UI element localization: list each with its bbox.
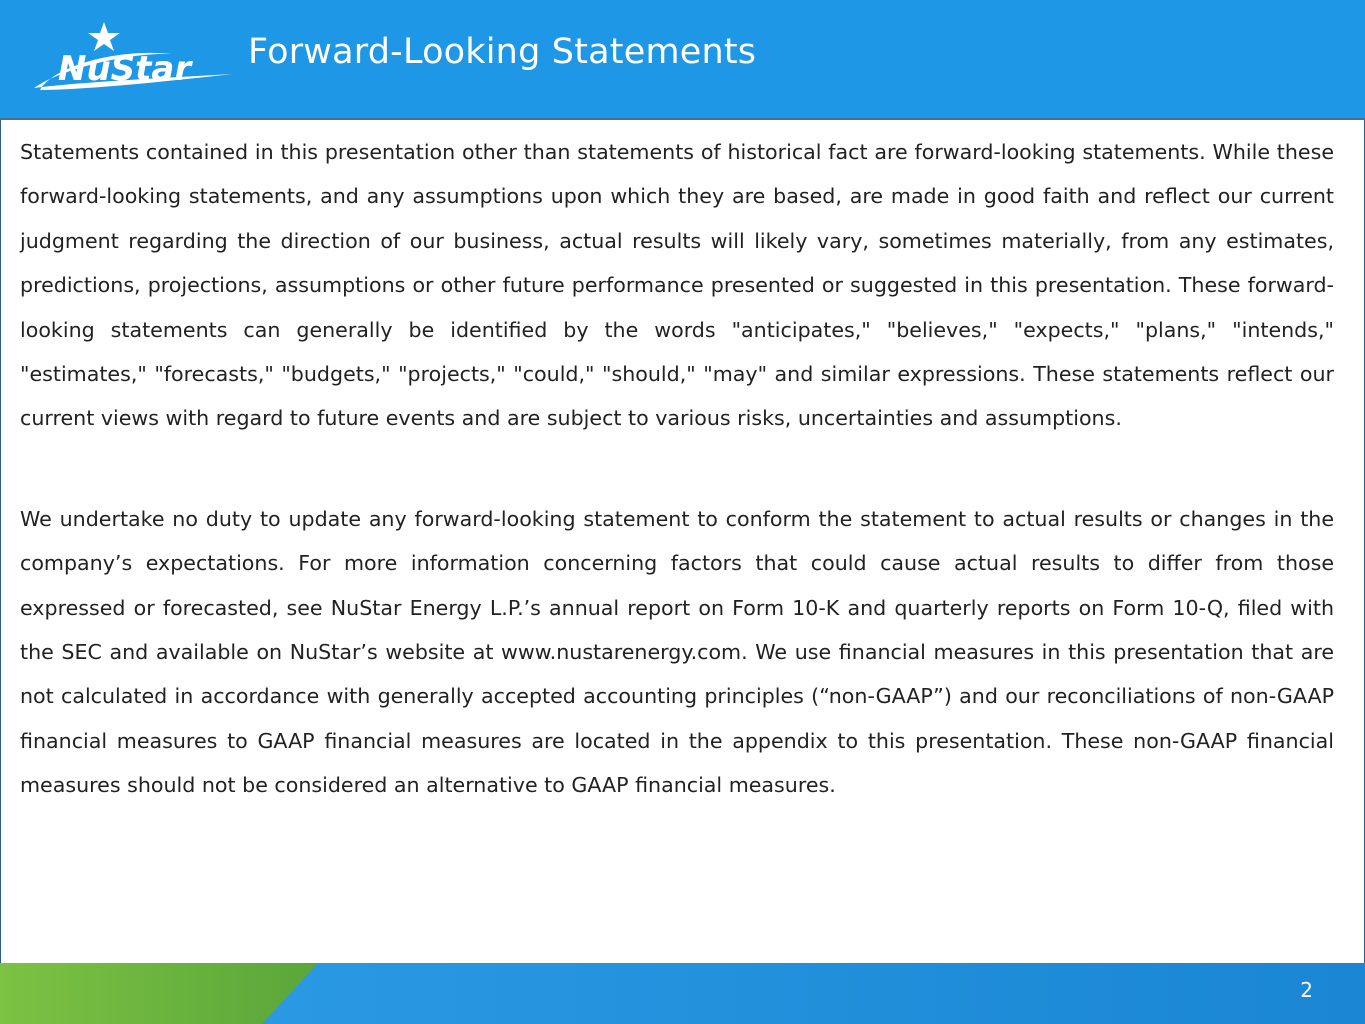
paragraph-forward-looking: Statements contained in this presentation other than statements of historical fact are forward-looking statements. While these forward-looking statements, and any assumptions upon which they are based, are made in good faith and reflect our current judgment regarding the direction of our business, actual results will likely vary, sometimes materially, from any estimates, predictions, projections, assumptions or other future performance presented or suggested in this presentation. These forward-looking statements can generally be identified by the words "anticipates," "believes," "expects," "plans," "intends," "estimates," "forecasts," "budgets," "projects," "could," "should," "may" and similar expressions. These statements reflect our current views with regard to future events and are subject to various risks, uncertainties and assumptions. (20, 140, 1334, 431)
page-number: 2 (1300, 978, 1313, 1002)
paragraph-disclaimer: We undertake no duty to update any forward-looking statement to conform the statement to actual results or changes in the company’s expectations. For more information concerning factors that could cause actual results to differ from those expressed or forecasted, see NuStar Energy L.P.’s annual report on Form 10-K and quarterly reports on Form 10-Q, filed with the SEC and available on NuStar’s website at www.nustarenergy.com. We use financial measures in this presentation that are not calculated in accordance with generally accepted accounting principles (“non-GAAP”) and our reconciliations of non-GAAP financial measures to GAAP financial measures are located in the appendix to this presentation. These non-GAAP financial measures should not be considered an alternative to GAAP financial measures. (20, 506, 1334, 798)
statement-body (20, 130, 1334, 808)
page-title: Forward-Looking Statements (248, 32, 757, 72)
nustar-logo (22, 18, 236, 100)
slide-header (0, 0, 1365, 120)
slide-footer (0, 963, 1365, 1024)
logo-wordmark: NuStar (58, 49, 192, 89)
